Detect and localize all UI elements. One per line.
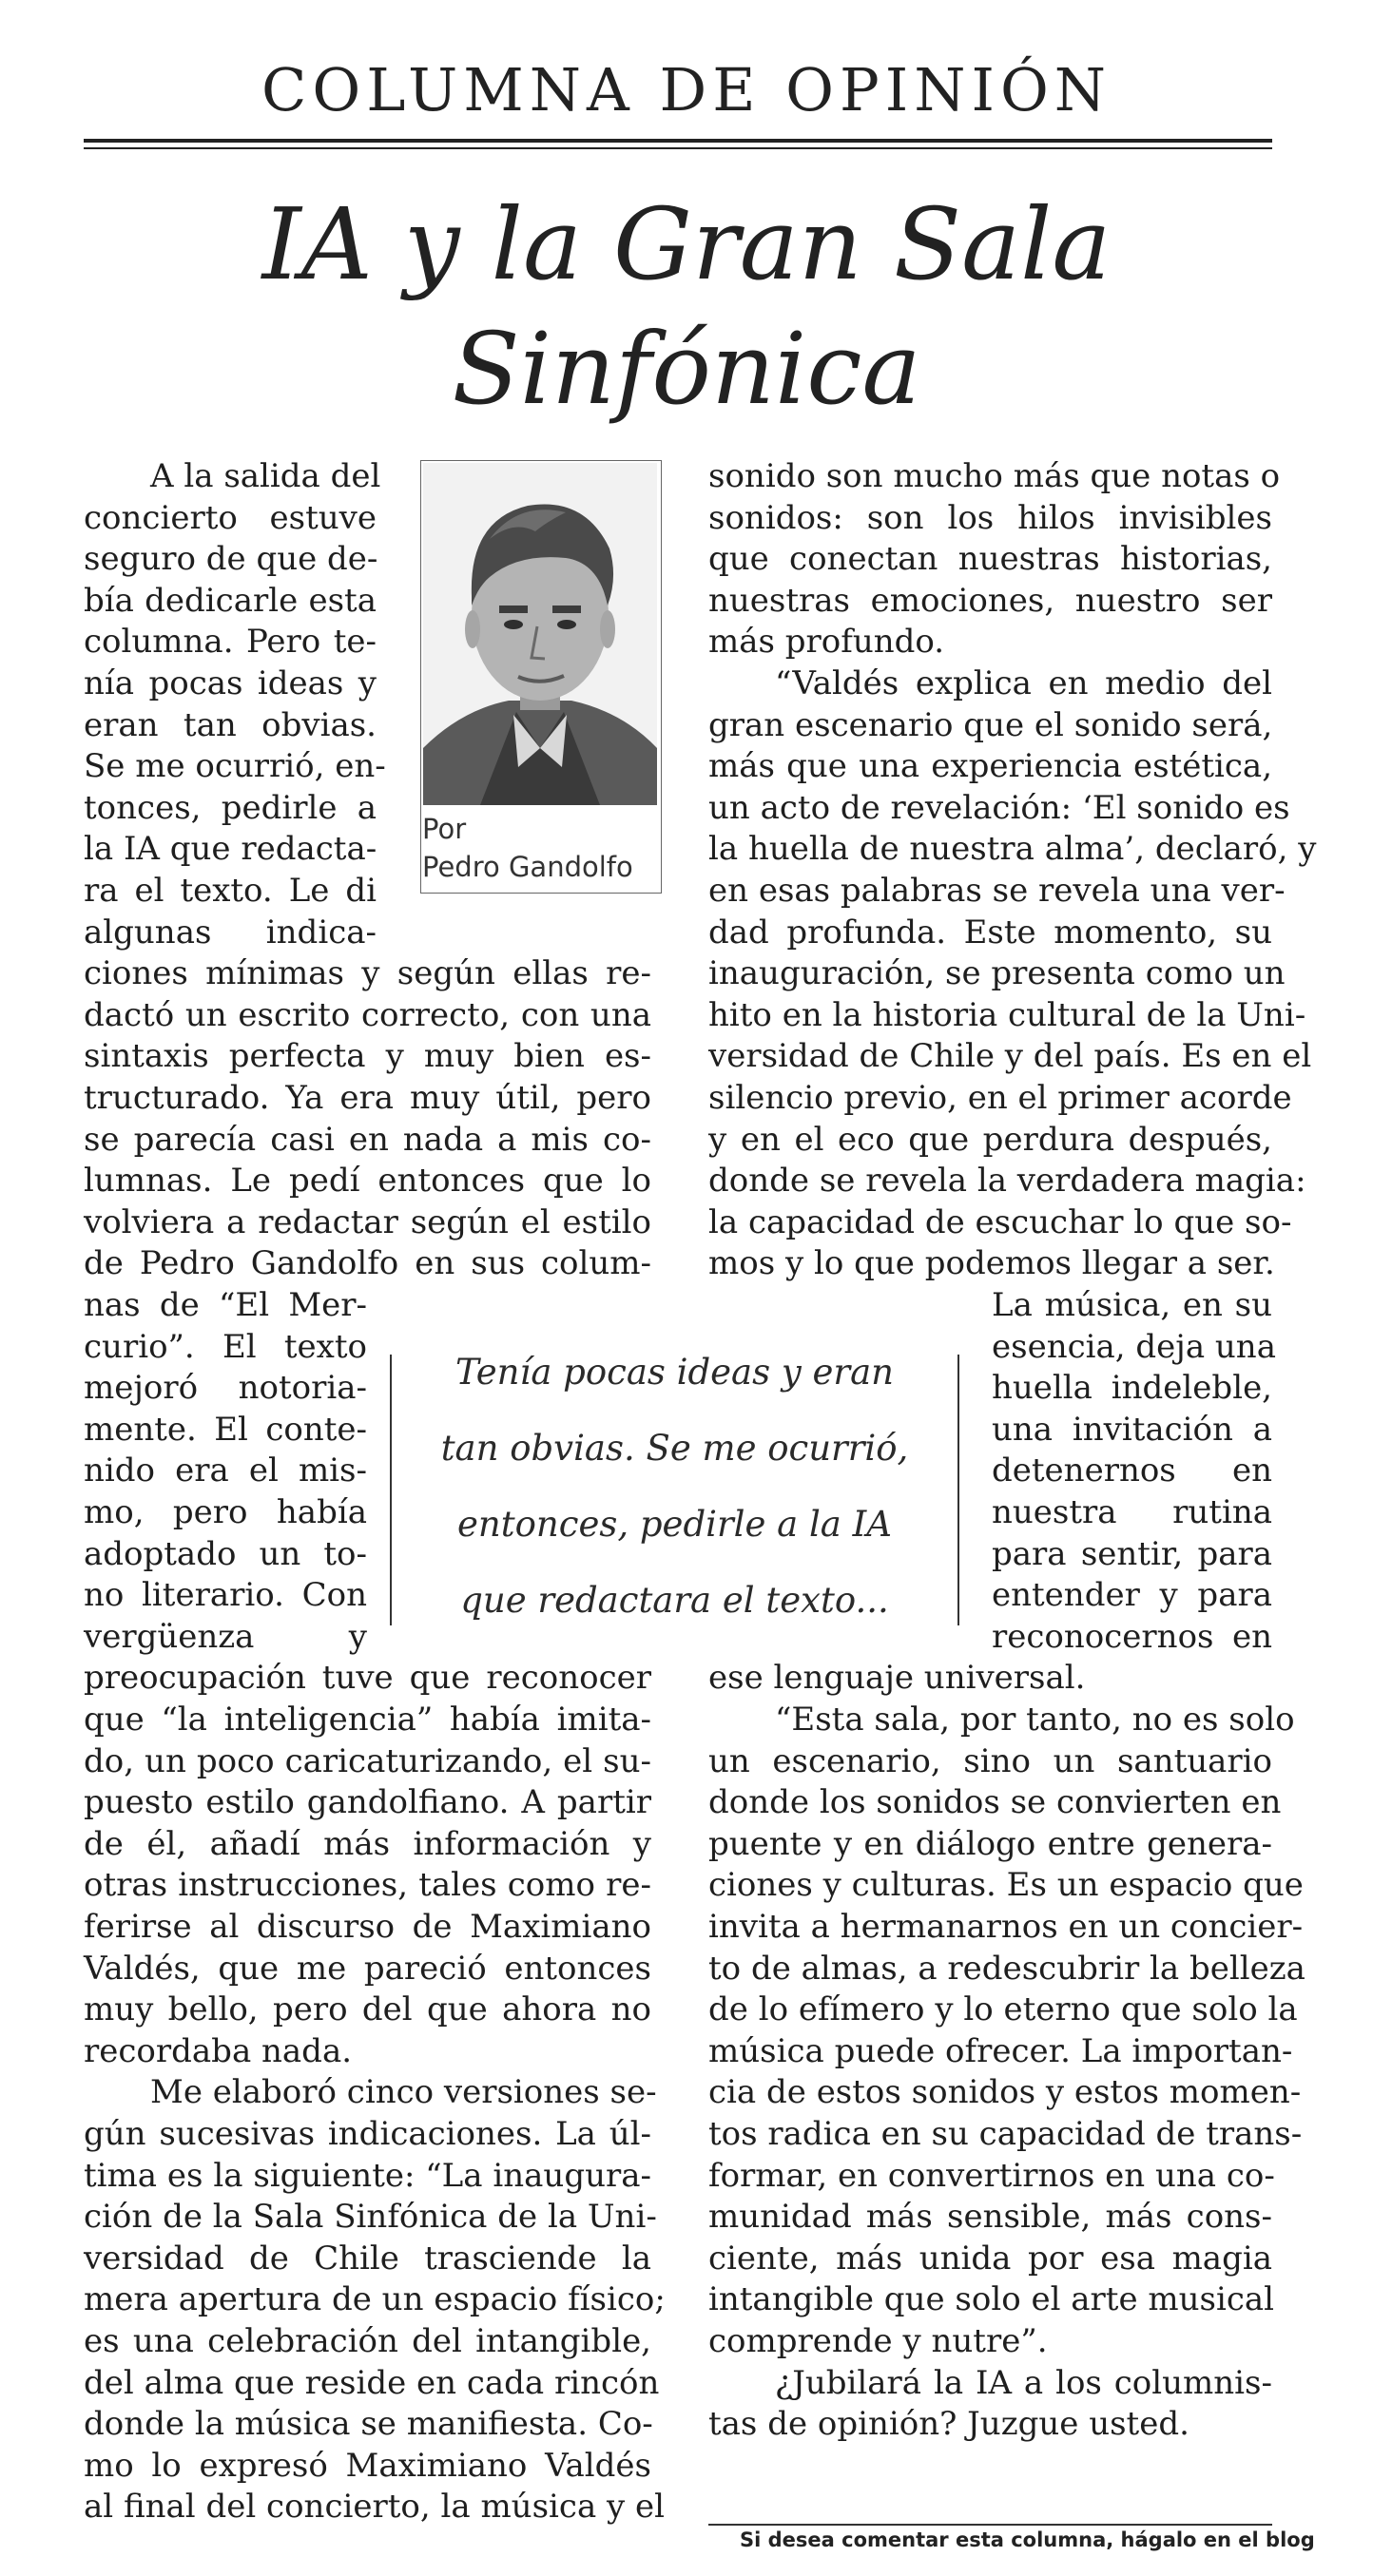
body-line: invita a hermanarnos en un concier- bbox=[708, 1908, 1304, 1946]
body-line: tructurado. Ya era muy útil, pero bbox=[84, 1079, 651, 1117]
body-line: bía dedicarle esta bbox=[84, 581, 377, 620]
body-line: del alma que reside en cada rincón bbox=[84, 2363, 660, 2402]
body-line: tonces, pedirle a bbox=[84, 788, 377, 827]
body-line: to de almas, a redescubrir la belleza bbox=[708, 1949, 1305, 1988]
body-line: en esas palabras se revela una ver- bbox=[708, 872, 1286, 910]
body-line: curio”. El texto bbox=[84, 1327, 367, 1366]
body-line: versidad de Chile trasciende la bbox=[84, 2239, 651, 2278]
body-line: nía pocas ideas y bbox=[84, 664, 377, 702]
byline-prefix: Por bbox=[422, 813, 467, 845]
body-line: silencio previo, en el primer acorde bbox=[708, 1079, 1292, 1117]
body-line: que conectan nuestras historias, bbox=[708, 540, 1272, 579]
headline-line-2: Sinfónica bbox=[452, 311, 921, 427]
body-line: volviera a redactar según el estilo bbox=[84, 1202, 651, 1241]
pull-quote-line: que redactara el texto... bbox=[460, 1580, 889, 1621]
pull-quote-line: Tenía pocas ideas y eran bbox=[454, 1352, 895, 1393]
body-line: la capacidad de escuchar lo que so- bbox=[708, 1202, 1292, 1241]
body-line: reconocernos en bbox=[992, 1617, 1272, 1656]
author-photo bbox=[423, 463, 657, 805]
body-line: más profundo. bbox=[708, 623, 945, 662]
footer-rule bbox=[708, 2524, 1272, 2526]
body-line: mo lo expresó Maximiano Valdés bbox=[84, 2446, 651, 2485]
body-line: gran escenario que el sonido será, bbox=[708, 705, 1273, 744]
body-line: que “la inteligencia” había imita- bbox=[84, 1701, 651, 1739]
body-line: se parecía casi en nada a mis co- bbox=[84, 1120, 651, 1159]
body-line: recordaba nada. bbox=[84, 2031, 353, 2070]
body-line: al final del concierto, la música y el bbox=[84, 2488, 666, 2527]
body-line: versidad de Chile y del país. Es en el bbox=[708, 1037, 1312, 1076]
body-line: mo, pero había bbox=[84, 1493, 367, 1531]
body-line: no literario. Con bbox=[84, 1576, 367, 1615]
body-line: mos y lo que podemos llegar a ser. bbox=[708, 1244, 1275, 1283]
body-line: tima es la siguiente: “La inaugura- bbox=[84, 2156, 651, 2195]
body-line: Me elaboró cinco versiones se- bbox=[150, 2073, 657, 2112]
body-line: de él, añadí más información y bbox=[84, 1824, 651, 1863]
body-line: para sentir, para bbox=[992, 1534, 1272, 1573]
pull-quote-line: entonces, pedirle a la IA bbox=[457, 1504, 892, 1545]
body-line: es una celebración del intangible, bbox=[84, 2322, 651, 2360]
section-rule-top bbox=[84, 139, 1272, 143]
body-line: ra el texto. Le di bbox=[84, 872, 377, 910]
body-line: mera apertura de un espacio físico; bbox=[84, 2280, 666, 2319]
body-line: donde se revela la verdadera magia: bbox=[708, 1162, 1306, 1201]
body-line: tos radica en su capacidad de trans- bbox=[708, 2115, 1303, 2153]
body-line: ciones y culturas. Es un espacio que bbox=[708, 1866, 1304, 1905]
section-label: COLUMNA DE OPINIÓN bbox=[261, 55, 1112, 125]
body-line: intangible que solo el arte musical bbox=[708, 2280, 1275, 2319]
body-line: ¿Jubilará la IA a los columnis- bbox=[775, 2363, 1272, 2402]
body-line: vergüenza y bbox=[84, 1617, 367, 1656]
body-line: un acto de revelación: ‘El sonido es bbox=[708, 788, 1290, 827]
body-line: sonido son mucho más que notas o bbox=[708, 457, 1281, 495]
body-line: una invitación a bbox=[992, 1410, 1272, 1449]
body-line: columna. Pero te- bbox=[84, 623, 377, 662]
body-line: puente y en diálogo entre genera- bbox=[708, 1824, 1272, 1863]
body-line: donde los sonidos se convierten en bbox=[708, 1783, 1282, 1822]
headline-line-1: IA y la Gran Sala bbox=[261, 186, 1112, 302]
body-line: música puede ofrecer. La importan- bbox=[708, 2031, 1293, 2070]
body-line: concierto estuve bbox=[84, 498, 377, 537]
body-line: donde la música se manifiesta. Co- bbox=[84, 2405, 653, 2444]
section-rule-bottom bbox=[84, 147, 1272, 149]
body-line: cia de estos sonidos y estos momen- bbox=[708, 2073, 1302, 2112]
body-line: munidad más sensible, más cons- bbox=[708, 2198, 1272, 2237]
body-line: “Esta sala, por tanto, no es solo bbox=[775, 1701, 1295, 1739]
body-line: ciones mínimas y según ellas re- bbox=[84, 954, 651, 993]
body-line: nuestra rutina bbox=[992, 1493, 1272, 1531]
body-line: dactó un escrito correcto, con una bbox=[84, 995, 651, 1034]
body-line: algunas indica- bbox=[84, 913, 377, 952]
body-line: ciente, más unida por esa magia bbox=[708, 2239, 1272, 2278]
body-line: detenernos en bbox=[992, 1451, 1272, 1490]
body-line: do, un poco caricaturizando, el su- bbox=[84, 1741, 651, 1780]
body-line: mente. El conte- bbox=[84, 1410, 367, 1449]
byline-author: Pedro Gandolfo bbox=[422, 851, 633, 883]
body-line: la huella de nuestra alma’, declaró, y bbox=[708, 830, 1317, 869]
body-line: y en el eco que perdura después, bbox=[708, 1120, 1272, 1159]
body-line: A la salida del bbox=[150, 457, 381, 495]
body-line: formar, en convertirnos en una co- bbox=[708, 2156, 1275, 2195]
body-line: “Valdés explica en medio del bbox=[775, 664, 1272, 702]
body-line: nido era el mis- bbox=[84, 1451, 367, 1490]
body-line: esencia, deja una bbox=[992, 1327, 1276, 1366]
pull-quote-line: tan obvias. Se me ocurrió, bbox=[440, 1428, 909, 1469]
body-line: otras instrucciones, tales como re- bbox=[84, 1866, 651, 1905]
body-line: muy bello, pero del que ahora no bbox=[84, 1990, 651, 2029]
body-line: adoptado un to- bbox=[84, 1534, 367, 1573]
body-line: gún sucesivas indicaciones. La úl- bbox=[84, 2115, 651, 2153]
body-line: huella indeleble, bbox=[992, 1369, 1272, 1408]
body-line: dad profunda. Este momento, su bbox=[708, 913, 1272, 952]
body-line: entender y para bbox=[992, 1576, 1272, 1615]
body-line: Valdés, que me pareció entonces bbox=[84, 1949, 651, 1988]
body-line: sonidos: son los hilos invisibles bbox=[708, 498, 1272, 537]
body-line: comprende y nutre”. bbox=[708, 2322, 1048, 2360]
body-line: nas de “El Mer- bbox=[84, 1286, 367, 1324]
body-line: de Pedro Gandolfo en sus colum- bbox=[84, 1244, 651, 1283]
body-line: ferirse al discurso de Maximiano bbox=[84, 1908, 651, 1946]
body-line: eran tan obvias. bbox=[84, 705, 377, 744]
body-line: sintaxis perfecta y muy bien es- bbox=[84, 1037, 651, 1076]
body-line: nuestras emociones, nuestro ser bbox=[708, 581, 1272, 620]
body-line: tas de opinión? Juzgue usted. bbox=[708, 2405, 1189, 2444]
body-line: seguro de que de- bbox=[84, 540, 378, 579]
body-line: ese lenguaje universal. bbox=[708, 1659, 1086, 1698]
body-line: lumnas. Le pedí entonces que lo bbox=[84, 1162, 651, 1201]
body-line: Se me ocurrió, en- bbox=[84, 747, 386, 786]
footer-note: Si desea comentar esta columna, hágalo en el blog bbox=[740, 2528, 1315, 2551]
body-line: de lo efímero y lo eterno que solo la bbox=[708, 1990, 1298, 2029]
body-line: puesto estilo gandolfiano. A partir bbox=[84, 1783, 651, 1822]
body-line: inauguración, se presenta como un bbox=[708, 954, 1286, 993]
body-line: más que una experiencia estética, bbox=[708, 747, 1272, 786]
body-line: mejoró notoria- bbox=[84, 1369, 367, 1408]
body-line: un escenario, sino un santuario bbox=[708, 1741, 1272, 1780]
body-line: la IA que redacta- bbox=[84, 830, 377, 869]
body-line: ción de la Sala Sinfónica de la Uni- bbox=[84, 2198, 657, 2237]
body-line: La música, en su bbox=[992, 1286, 1272, 1324]
body-line: hito en la historia cultural de la Uni- bbox=[708, 995, 1306, 1034]
body-line: preocupación tuve que reconocer bbox=[84, 1659, 651, 1698]
